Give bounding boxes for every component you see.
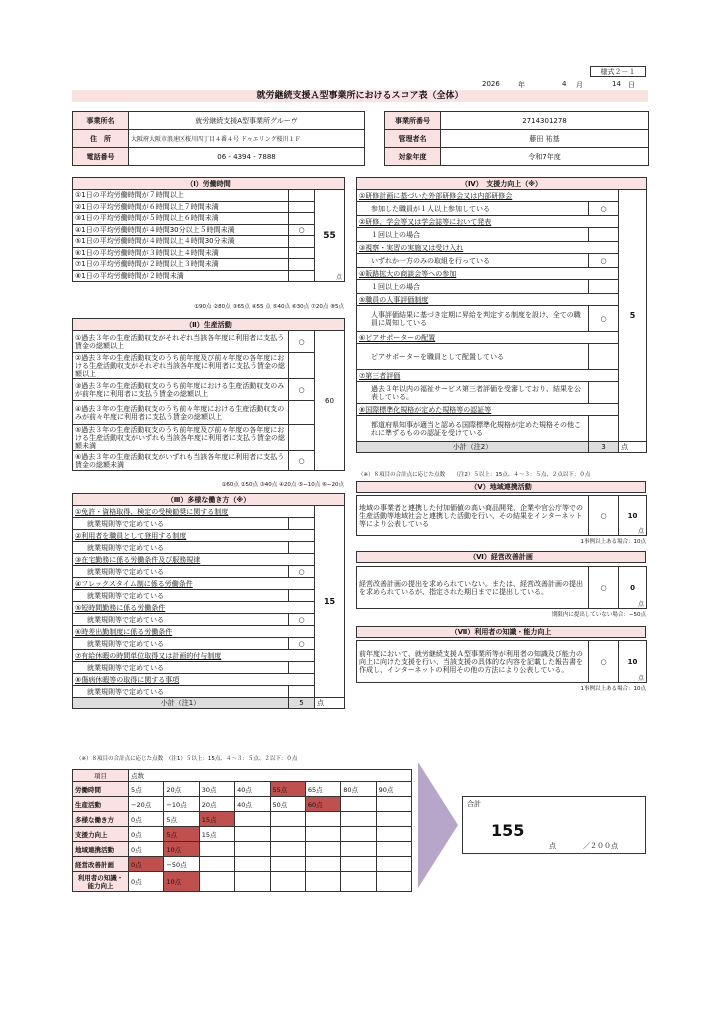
sec1-item: ②1日の平均労働時間が６時間以上７時間未満 <box>73 201 289 213</box>
sec4-head: ④販路拡大の商談会等への参加 <box>357 268 619 280</box>
sec3-head: ④フレックスタイム制に係る労働条件 <box>73 578 315 590</box>
total-label: 合計 <box>467 800 481 808</box>
sec6-mark: ○ <box>589 567 619 609</box>
summary-h-points: 点数 <box>129 770 412 782</box>
sec6-score <box>619 567 647 609</box>
sec2-item: ③過去３年の生産活動収支のうち前年度における生産活動収支のみが前年度に利用者に支払う賃金の総額以上 <box>73 379 289 401</box>
sec3-mark <box>289 686 315 698</box>
sec4-mark <box>589 280 619 294</box>
sec3-sub: 就業規則等で定めている <box>73 542 289 554</box>
summary-cell: 15点 <box>199 812 234 827</box>
total-unit: 点 <box>549 842 556 850</box>
sec3-mark <box>289 542 315 554</box>
sec7-score-value: 10 <box>627 657 638 666</box>
sec6-title: （Ⅵ）経営改善計画 <box>356 551 646 563</box>
info-table <box>72 111 649 166</box>
summary-cell <box>341 797 376 812</box>
sec2-item: ①過去３年の生産活動収支がそれぞれ当該各年度に利用者に支払う賃金の総額以上 <box>73 331 289 353</box>
sec7-text: 前年度において、就労継続支援Ａ型事業所等が利用者の知識及び能力の向上に向けた支援を行い、当該支援の具体的な内容を記載した報告書を作成し、インターネットの利用その他の方法により公表している。 <box>357 641 589 683</box>
sec4-head: ②研修、学会等又は学会誌等において発表 <box>357 216 619 228</box>
sec2-table <box>72 318 345 471</box>
summary-row <box>73 827 412 842</box>
summary-cell <box>199 857 234 872</box>
summary-cell: 0点 <box>129 842 164 857</box>
sec5-mark: ○ <box>589 496 619 536</box>
sec2-title: （Ⅱ）生産活動 <box>73 319 345 331</box>
sec1-score-value: 55 <box>323 230 336 241</box>
summary-cell: 10点 <box>164 872 199 892</box>
sec5-score-value: 10 <box>627 511 638 520</box>
sec2-score: 60 <box>315 331 345 471</box>
arrow-shape <box>418 762 458 888</box>
sec4-unit: 点 <box>619 442 647 453</box>
summary-cell: 80点 <box>341 782 376 797</box>
summary-cell: 65点 <box>305 782 340 797</box>
sec3-sub: 就業規則等で定めている <box>73 590 289 602</box>
office-no: 2714301278 <box>441 112 649 130</box>
summary-cell: 90点 <box>376 782 411 797</box>
sec3-mark: ○ <box>289 638 315 650</box>
summary-row-label: 経営改善計画 <box>73 857 129 872</box>
summary-cell <box>376 842 411 857</box>
sec7-unit: 点 <box>637 675 644 682</box>
sec1-mark <box>289 270 315 282</box>
sec3-note: （※）８項目の合計点に応じた点数 （注1）５以上：15点、４〜３：５点、２以下：０点 <box>76 756 298 762</box>
sec1-mark <box>289 201 315 213</box>
sec1-mark <box>289 190 315 202</box>
summary-cell: 15点 <box>199 827 234 842</box>
summary-cell: 20点 <box>164 782 199 797</box>
sec4-score: 5 <box>619 190 647 442</box>
sec2-item: ②過去３年の生産活動収支のうち前年度及び前々年度の各年度における生産活動収支がそれぞれ当該各年度に利用者に支払う賃金の総額以上 <box>73 353 289 379</box>
sec5-note: 1事例以上ある場合：10点 <box>580 539 646 545</box>
sec1-item: ⑥1日の平均労働時間が３時間以上４時間未満 <box>73 247 289 259</box>
summary-cell: 0点 <box>129 872 164 892</box>
summary-cell <box>270 857 305 872</box>
sec3-sub: 就業規則等で定めている <box>73 518 289 530</box>
summary-cell <box>305 812 340 827</box>
sec3-head: ⑥時差出勤制度に係る労働条件 <box>73 626 315 638</box>
summary-cell: 30点 <box>199 782 234 797</box>
sec1-note: ①90点 ②80点 ③65点 ④55 点 ⑤40点 ⑥30点 ⑦20点 ⑧5点 <box>194 304 344 310</box>
summary-cell <box>341 842 376 857</box>
sec4-note: （※）８項目の合計点に応じた点数 （注2）５以上：15点、４〜３：５点、２点以下：０点 <box>358 472 591 478</box>
sec3-sub: 就業規則等で定めている <box>73 614 289 626</box>
summary-cell <box>235 842 270 857</box>
sec5-text: 地域の事業者と連携した付加価値の高い商品開発、企業や官公庁等での生産活動等地域社会と連携した活動を行い、その結果をインターネット等により公表している <box>357 496 589 536</box>
sec3-score: 15 <box>315 506 345 698</box>
summary-cell: 10点 <box>164 842 199 857</box>
sec4-mark <box>589 228 619 242</box>
date-year-label: 年 <box>518 81 525 89</box>
sec4-head: ⑦第三者評価 <box>357 370 619 382</box>
summary-cell <box>270 812 305 827</box>
sec4-sub: ピアサポーターを職員として配置している <box>357 344 589 370</box>
sec3-mark: ○ <box>289 566 315 578</box>
sec1-item: ④1日の平均労働時間が４時間30分以上５時間未満 <box>73 224 289 236</box>
sec7-mark: ○ <box>589 641 619 683</box>
summary-row <box>73 872 412 892</box>
sec2-note: ①60点 ②50点 ③40点 ④20点 ⑤−10点 ⑥−20点 <box>221 482 344 488</box>
summary-cell <box>341 857 376 872</box>
sec1-title: （Ⅰ）労働時間 <box>73 178 345 190</box>
sec2-mark: ○ <box>289 451 315 471</box>
sec3-mark <box>289 518 315 530</box>
office-name: 就労継続支援A型事業所グルーヴ <box>129 112 365 130</box>
summary-cell: 5点 <box>164 827 199 842</box>
summary-cell <box>235 857 270 872</box>
sec6-score-value: 0 <box>630 583 635 592</box>
sec2-mark: ○ <box>289 379 315 401</box>
tel-label: 電話番号 <box>73 148 129 166</box>
date-day: 14 <box>612 80 621 88</box>
summary-cell <box>341 812 376 827</box>
summary-row <box>73 842 412 857</box>
summary-cell: 0点 <box>129 857 164 872</box>
sec3-head: ⑤短時間勤務に係る労働条件 <box>73 602 315 614</box>
sec2-mark: ○ <box>289 331 315 353</box>
summary-row <box>73 797 412 812</box>
sec6-text: 経営改善計画の提出を求められていない。または、経営改善計画の提出を求められているが、指定された期日までに提出している。 <box>357 567 589 609</box>
summary-cell <box>305 857 340 872</box>
sec1-item: ①1日の平均労働時間が７時間以上 <box>73 190 289 202</box>
summary-cell: 40点 <box>235 797 270 812</box>
sec4-mark <box>589 416 619 442</box>
sec7-title: （Ⅶ）利用者の知識・能力向上 <box>356 626 646 638</box>
sec3-title: （Ⅲ）多様な働き方（※） <box>73 494 345 506</box>
sec3-mark <box>289 662 315 674</box>
summary-row-label: 支援力向上 <box>73 827 129 842</box>
sec4-sub: 人事評価結果に基づき定期に昇給を判定する制度を設け、全ての職員に周知している <box>357 306 589 332</box>
summary-cell <box>305 842 340 857</box>
summary-row-label: 生産活動 <box>73 797 129 812</box>
sec4-table <box>356 177 647 453</box>
summary-row-label: 労働時間 <box>73 782 129 797</box>
sec4-subtotal: 3 <box>589 442 619 453</box>
sec3-sub: 就業規則等で定めている <box>73 686 289 698</box>
target-year: 令和7年度 <box>441 148 649 166</box>
summary-cell <box>376 827 411 842</box>
summary-cell: 0点 <box>129 812 164 827</box>
summary-cell <box>199 872 234 892</box>
summary-cell: −10点 <box>164 797 199 812</box>
date-month: 4 <box>562 80 567 88</box>
sec3-head: ②利用者を職員として登用する制度 <box>73 530 315 542</box>
sec2-item: ④過去３年の生産活動収支のうち前々年度における生産活動収支のみが前々年度に利用者に支払う賃金の総額以上 <box>73 401 289 425</box>
sec3-sub: 就業規則等で定めている <box>73 638 289 650</box>
office-name-label: 事業所名 <box>73 112 129 130</box>
sec2-item: ⑥過去３年の生産活動収支がいずれも当該各年度に利用者に支払う賃金の総額未満 <box>73 451 289 471</box>
office-no-label: 事業所番号 <box>385 112 441 130</box>
sec4-mark: ○ <box>589 306 619 332</box>
summary-cell: 5点 <box>129 782 164 797</box>
summary-row-label: 地域連携活動 <box>73 842 129 857</box>
tel: 06 - 4394 - 7888 <box>129 148 365 166</box>
sec4-head: ①研修計画に基づいた外部研修会又は内部研修会 <box>357 190 619 202</box>
sec6-table <box>356 566 647 609</box>
summary-cell <box>235 827 270 842</box>
summary-cell <box>341 827 376 842</box>
sec1-item: ③1日の平均労働時間が５時間以上６時間未満 <box>73 213 289 225</box>
sec4-head: ⑥ピアサポーターの配置 <box>357 332 619 344</box>
sec3-head: ⑦有給休暇の時間単位取得又は計画的付与制度 <box>73 650 315 662</box>
sec4-sub: いずれか一方のみの取組を行っている <box>357 254 589 268</box>
sec3-table <box>72 493 345 709</box>
sec5-title: （Ⅴ）地域連携活動 <box>356 481 646 493</box>
sec4-sub: 過去３年以内の福祉サービス第三者評価を受審しており、結果を公表している。 <box>357 382 589 404</box>
date-day-label: 日 <box>628 81 635 89</box>
sec3-sub: 就業規則等で定めている <box>73 662 289 674</box>
manager-label: 管理者名 <box>385 130 441 148</box>
summary-row-label: 利用者の知識・能力向上 <box>73 872 129 892</box>
sec1-mark <box>289 213 315 225</box>
sec1-score <box>315 190 345 282</box>
sec3-subtotal: 5 <box>289 698 315 709</box>
summary-row-label: 多様な働き方 <box>73 812 129 827</box>
form-id: 様式２－１ <box>590 66 646 77</box>
summary-cell <box>270 842 305 857</box>
sec1-item: ⑦1日の平均労働時間が２時間以上３時間未満 <box>73 259 289 271</box>
sec4-subtotal-label: 小計（注2） <box>357 442 589 453</box>
sec1-unit: 点 <box>336 274 343 281</box>
sec4-sub: 都道府県知事が適当と認める国際標準化規格が定めた規格その他これに準ずるものの認証を受けている <box>357 416 589 442</box>
sec3-head: ③在宅勤務に係る労働条件及び服務規律 <box>73 554 315 566</box>
summary-cell: 20点 <box>199 797 234 812</box>
sec6-note: 期限内に提出していない場合：−50点 <box>551 612 646 618</box>
sec4-head: ⑤職員の人事評価制度 <box>357 294 619 306</box>
sec4-mark: ○ <box>589 254 619 268</box>
sec3-head: ⑧傷病休暇等の取得に関する事項 <box>73 674 315 686</box>
sec2-item: ⑤過去３年の生産活動収支のうち前年度及び前々年度の各年度における生産活動収支がいずれも当該各年度に利用者に支払う賃金の総額未満 <box>73 425 289 451</box>
summary-cell: −50点 <box>164 857 199 872</box>
sec7-table <box>356 640 647 683</box>
summary-cell <box>235 872 270 892</box>
sec3-mark <box>289 590 315 602</box>
summary-cell: 5点 <box>164 812 199 827</box>
summary-cell <box>235 812 270 827</box>
page-title: 就労継続支援Ａ型事業所におけるスコア表（全体） <box>72 90 648 102</box>
sec2-mark <box>289 353 315 379</box>
total-value: 155 <box>491 821 525 840</box>
sec1-mark <box>289 236 315 248</box>
sec5-score <box>619 496 647 536</box>
sec4-mark: ○ <box>589 202 619 216</box>
sec5-unit: 点 <box>637 528 644 535</box>
sec3-mark: ○ <box>289 614 315 626</box>
sec7-score <box>619 641 647 683</box>
summary-cell <box>376 872 411 892</box>
sec2-mark <box>289 425 315 451</box>
sec1-mark <box>289 259 315 271</box>
summary-cell <box>270 827 305 842</box>
summary-cell: −20点 <box>129 797 164 812</box>
summary-row <box>73 812 412 827</box>
summary-cell: 60点 <box>305 797 340 812</box>
sec1-item: ⑤1日の平均労働時間が４時間以上４時間30分未満 <box>73 236 289 248</box>
summary-row <box>73 782 412 797</box>
summary-cell: 50点 <box>270 797 305 812</box>
summary-cell: 0点 <box>129 827 164 842</box>
sec3-head: ①免許・資格取得、検定の受検勧奨に関する制度 <box>73 506 315 518</box>
summary-h-item: 項目 <box>73 770 129 782</box>
address-label: 住 所 <box>73 130 129 148</box>
summary-cell <box>305 827 340 842</box>
sec1-mark <box>289 247 315 259</box>
date-year: 2026 <box>482 80 500 88</box>
sec4-title: （Ⅳ） 支援力向上（※） <box>357 178 647 190</box>
summary-table <box>72 769 412 892</box>
sec1-item: ⑧1日の平均労働時間が２時間未満 <box>73 270 289 282</box>
summary-cell: 55点 <box>270 782 305 797</box>
manager: 藤田 祐基 <box>441 130 649 148</box>
sec4-sub: 参加した職員が１人以上参加している <box>357 202 589 216</box>
sec4-mark <box>589 382 619 404</box>
sec1-table <box>72 177 345 282</box>
sec4-head: ⑧国際標準化規格が定めた規格等の認証等 <box>357 404 619 416</box>
summary-cell <box>270 872 305 892</box>
year-label: 対象年度 <box>385 148 441 166</box>
summary-cell <box>341 872 376 892</box>
sec4-sub: １回以上の場合 <box>357 228 589 242</box>
date-month-label: 月 <box>576 81 583 89</box>
summary-cell: 40点 <box>235 782 270 797</box>
summary-cell <box>376 857 411 872</box>
sec3-subtotal-label: 小計（注1） <box>73 698 289 709</box>
sec4-mark <box>589 344 619 370</box>
sec5-table <box>356 495 647 536</box>
sec6-unit: 点 <box>637 601 644 608</box>
sec1-mark: ○ <box>289 224 315 236</box>
sec2-mark <box>289 401 315 425</box>
summary-row <box>73 857 412 872</box>
total-box <box>462 796 646 854</box>
summary-cell <box>305 872 340 892</box>
sec4-sub: １回以上の場合 <box>357 280 589 294</box>
sec3-sub: 就業規則等で定めている <box>73 566 289 578</box>
address: 大阪府大阪市浪速区桜川四丁目４番４号 ドゥエリング桜川１Ｆ <box>129 130 365 148</box>
summary-cell <box>376 797 411 812</box>
sec4-head: ③視察・実習の実施又は受け入れ <box>357 242 619 254</box>
sec3-unit: 点 <box>315 698 345 709</box>
sec7-note: 1事例以上ある場合：10点 <box>580 686 646 692</box>
summary-cell <box>199 842 234 857</box>
total-max: ／２００点 <box>583 842 618 850</box>
summary-cell <box>376 812 411 827</box>
